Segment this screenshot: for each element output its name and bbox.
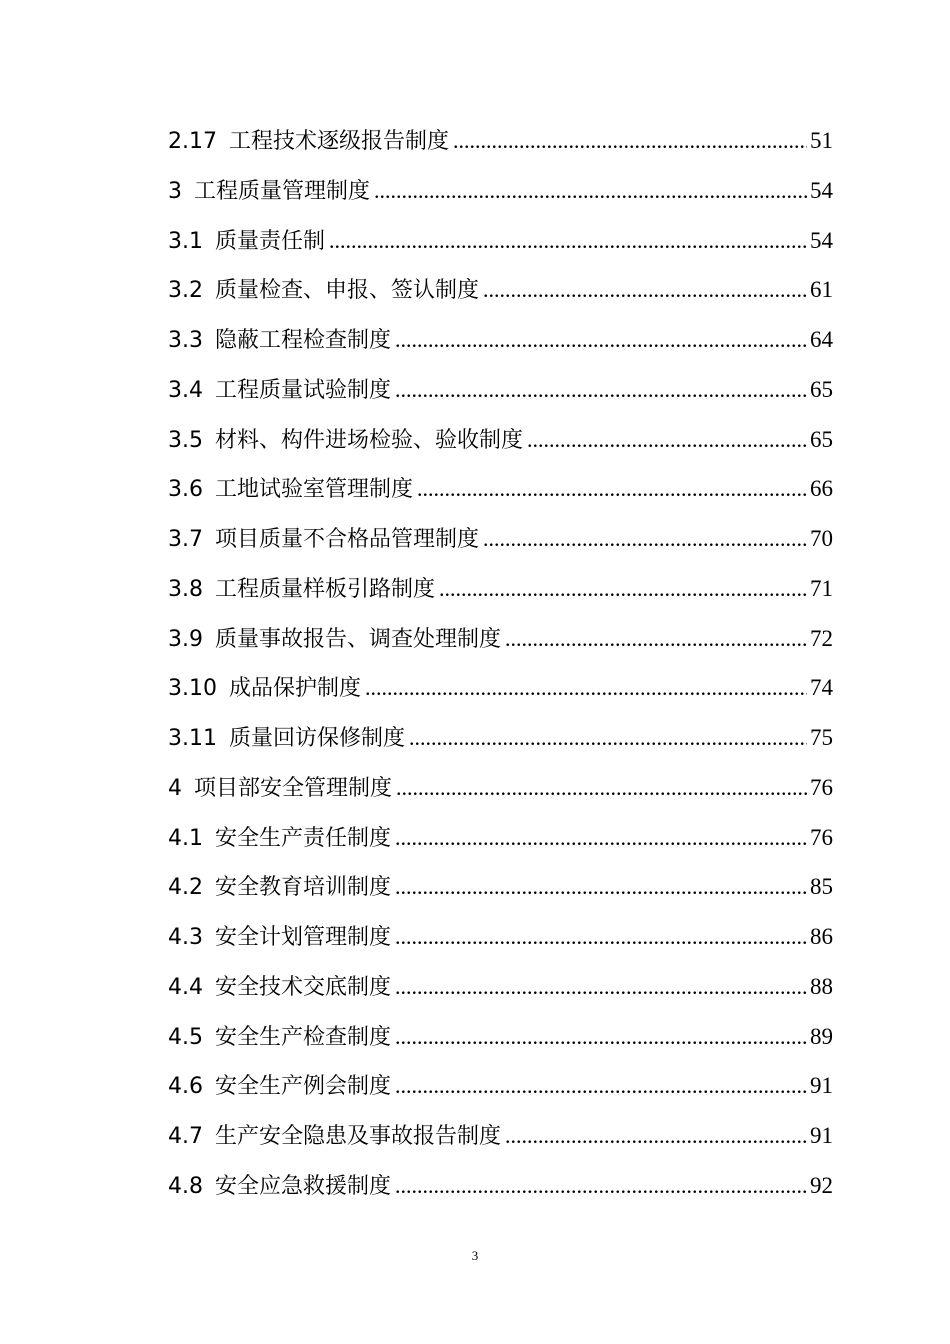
toc-entry-page: 54 [810,227,833,253]
toc-dot-leader [395,1012,807,1062]
toc-entry-number: 4.4 [168,974,203,1000]
toc-entry-text: 项目质量不合格品管理制度 [215,527,480,552]
toc-dot-leader [527,415,807,465]
toc-entry-text: 安全生产例会制度 [215,1074,392,1100]
toc-entry-title [168,217,325,267]
toc-entry[interactable] [168,663,833,713]
toc-entry-number: 3.3 [168,328,203,353]
toc-entry-number: 3.2 [168,278,203,304]
toc-entry-title [168,764,392,814]
toc-entry-number: 3.10 [168,676,217,702]
toc-entry-title [168,913,391,963]
toc-entry[interactable] [168,1061,833,1111]
toc-dot-leader [395,1161,807,1211]
toc-entry-page: 74 [810,675,833,701]
toc-entry-text: 安全生产责任制度 [215,825,392,851]
toc-entry-number: 4.6 [168,1074,203,1100]
toc-entry[interactable] [168,912,833,962]
toc-entry-title [168,863,391,913]
toc-entry[interactable] [168,216,833,266]
toc-entry[interactable] [168,1161,833,1211]
toc-entry-number: 4.3 [168,925,203,950]
toc-entry-title [168,814,391,864]
toc-entry-number: 3.11 [168,726,217,751]
toc-entry-number: 4.7 [168,1124,203,1149]
toc-entry[interactable] [168,564,833,614]
toc-entry-page: 61 [810,277,833,303]
toc-entry[interactable] [168,265,833,315]
toc-entry-page: 70 [810,526,833,551]
toc-dot-leader [395,912,807,962]
toc-entry-page: 51 [810,128,833,153]
toc-entry[interactable] [168,1111,833,1161]
toc-dot-leader [374,166,807,216]
toc-entry-page: 85 [810,874,833,900]
toc-entry-title [168,1013,391,1063]
toc-entry[interactable] [168,464,833,514]
toc-entry-number: 3.4 [168,377,203,403]
toc-entry-title [168,615,501,665]
toc-entry-page: 64 [810,327,833,352]
toc-entry-text: 材料、构件进场检验、验收制度 [215,427,524,453]
toc-entry-title [168,1112,501,1162]
toc-entry-text: 安全生产检查制度 [215,1024,392,1050]
toc-entry-title [168,416,523,466]
toc-entry-page: 72 [810,625,833,651]
toc-entry-title [168,515,479,565]
toc-entry-title [168,565,435,615]
toc-entry-text: 项目部安全管理制度 [194,775,393,801]
toc-entry-page: 66 [810,476,833,502]
toc-entry-number: 3.8 [168,576,203,602]
toc-entry-page: 91 [810,1073,833,1099]
toc-entry-text: 质量责任制 [215,228,326,254]
toc-dot-leader [505,1111,807,1161]
toc-entry-title [168,167,370,217]
toc-entry-text: 工程质量样板引路制度 [215,576,436,602]
toc-dot-leader [505,614,807,664]
toc-entry-page: 88 [810,973,833,999]
toc-entry-title [168,266,479,316]
toc-entry[interactable] [168,862,833,912]
toc-entry-number: 4.8 [168,1173,203,1199]
toc-entry-page: 91 [810,1123,833,1148]
toc-entry-title [168,366,391,416]
toc-dot-leader [417,464,807,514]
toc-dot-leader [329,216,807,266]
toc-entry-text: 质量检查、申报、签认制度 [215,278,480,304]
toc-entry[interactable] [168,116,833,166]
toc-entry-text: 工地试验室管理制度 [215,477,414,503]
toc-entry-number: 2.17 [168,129,217,154]
toc-dot-leader [453,116,807,166]
table-of-contents [168,116,833,1211]
toc-dot-leader [409,713,807,763]
toc-entry-number: 3.7 [168,527,203,552]
toc-entry[interactable] [168,962,833,1012]
toc-entry[interactable] [168,1012,833,1062]
toc-entry-title [168,1162,391,1212]
toc-entry-page: 89 [810,1023,833,1049]
toc-entry[interactable] [168,813,833,863]
toc-dot-leader [395,315,807,365]
toc-entry[interactable] [168,315,833,365]
toc-dot-leader [395,962,807,1012]
toc-entry-page: 76 [810,824,833,850]
toc-entry-text: 成品保护制度 [228,676,361,702]
toc-entry-text: 工程质量管理制度 [194,178,371,204]
toc-entry-page: 86 [810,924,833,949]
toc-entry[interactable] [168,514,833,564]
toc-entry-text: 质量事故报告、调查处理制度 [215,626,502,652]
toc-entry-page: 54 [810,177,833,203]
toc-entry[interactable] [168,365,833,415]
toc-entry-text: 工程质量试验制度 [215,377,392,403]
toc-entry-text: 安全技术交底制度 [215,974,392,1000]
toc-entry-page: 65 [810,426,833,452]
toc-entry-title [168,117,449,167]
toc-dot-leader [395,862,807,912]
toc-entry-page: 65 [810,376,833,402]
toc-entry-number: 3.6 [168,477,203,503]
toc-entry[interactable] [168,614,833,664]
toc-entry-title [168,963,391,1013]
toc-dot-leader [483,265,807,315]
toc-entry-number: 4 [168,775,182,801]
toc-entry-number: 3.1 [168,228,203,254]
toc-dot-leader [396,763,807,813]
toc-entry[interactable] [168,415,833,465]
toc-entry-text: 安全应急救援制度 [215,1173,392,1199]
toc-entry-number: 4.2 [168,875,203,901]
toc-entry-page: 75 [810,725,833,750]
toc-entry-number: 3.9 [168,626,203,652]
toc-entry-number: 3 [168,178,182,204]
toc-entry-title [168,664,361,714]
toc-entry-text: 隐蔽工程检查制度 [215,328,392,353]
toc-entry-text: 生产安全隐患及事故报告制度 [215,1124,502,1149]
toc-entry-title [168,1062,391,1112]
toc-dot-leader [395,1061,807,1111]
toc-entry-page: 92 [810,1172,833,1198]
toc-entry-title [168,714,405,764]
toc-entry[interactable] [168,763,833,813]
toc-dot-leader [483,514,807,564]
toc-entry-text: 工程技术逐级报告制度 [228,129,449,154]
toc-entry-text: 安全教育培训制度 [215,875,392,901]
toc-entry[interactable] [168,166,833,216]
toc-dot-leader [365,663,807,713]
page-number: 3 [471,1248,479,1263]
toc-entry-number: 4.5 [168,1024,203,1050]
toc-entry-page: 76 [810,774,833,800]
toc-entry-text: 质量回访保修制度 [228,726,405,751]
toc-entry-page: 71 [810,575,833,601]
toc-dot-leader [395,813,807,863]
toc-entry-text: 安全计划管理制度 [215,925,392,950]
toc-dot-leader [439,564,807,614]
toc-entry-number: 3.5 [168,427,203,453]
toc-entry[interactable] [168,713,833,763]
toc-entry-number: 4.1 [168,825,203,851]
toc-dot-leader [395,365,807,415]
toc-entry-title [168,465,413,515]
toc-entry-title [168,316,391,366]
